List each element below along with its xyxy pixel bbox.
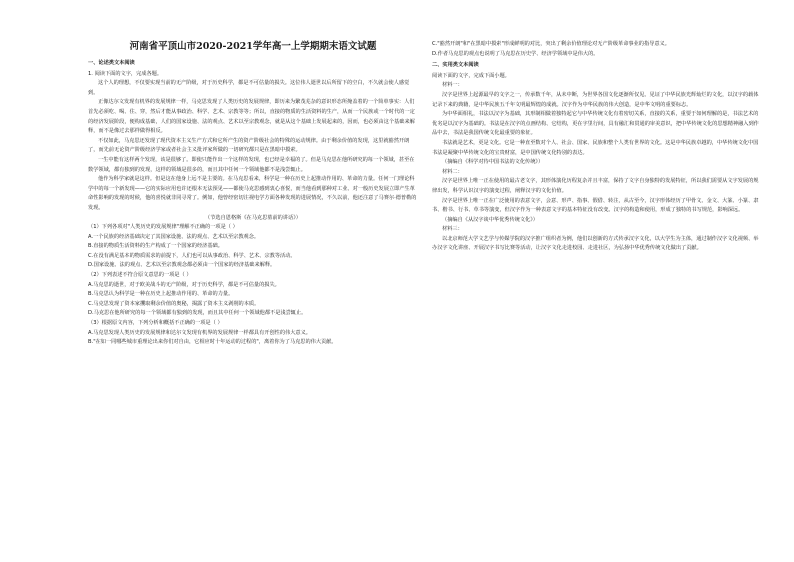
material-label-2: 材料二： <box>442 168 463 175</box>
page-title: 河南省平顶山市2020-2021学年高一上学期期末语文试题 <box>129 41 377 52</box>
question-3-option-b: B."在如一同哪些城市重理论出来你们对自由，它相应时十年运动的过程的"，离着你为了马克思的伟大贡献。 <box>88 339 337 346</box>
passage-paragraph: 一生中能有这样两个发现，该是很够了。即使只能作出一个这样的发现，也已经是幸福的了。但是马克思在他所研究的每一个领域，甚至在数学领域，都有独到的发现，这样的领域是很多的，而且其中任何一个领域他都不是浅尝辄止。 <box>88 156 415 173</box>
material-paragraph: 汉字是世界上起源最早的文字之一，传承数千年，从未中断，为世界各国文化逐渐所仅见。见证了中华民族光辉灿烂的文化，以汉字的载体记录下来的典籍，是中华民族五千年文明最辉煌的成就。汉字作为中华民族的伟大创造，是中华文明的重要标志。 <box>432 91 759 108</box>
question-intro-2: 阅读下面的文字，完成下面小题。 <box>432 72 510 79</box>
section-heading-1: 一、论述类文本阅读 <box>88 60 135 66</box>
right-column <box>432 40 762 254</box>
passage-paragraph: 他作为科学家就是这样。但是这在他身上远不是主要的。在马克思看来，科学是一种在历史上起推动作用的、革命的力量。任何一门理论科学中的每一个新发现——它的实际应用也许还根本无法预见——都使马克思感到衷心喜悦，而当他看到那种对工业、对一般历史发展立即产生革命性影响的发现的时候，他的喜悦就非同寻常了。例如，他曾经密切注视电学方面各种发现的进展情况，不久以前，他还注意了马赛尔·德普勒的发现。 <box>88 176 417 211</box>
question-3: （3）根据原文内容，下列分析和概括不正确的一项是（ ） <box>88 320 223 327</box>
question-1-option-a: A.一个民族的经济基础决定了其国家设施、法的观点、艺术以至宗教观念。 <box>88 233 260 240</box>
question-1-option-c: C.在没有满足基本的物质需求的前提下，人们也可以从事政治、科学、艺术、宗教等活动。 <box>88 252 296 259</box>
passage-paragraph: 正像达尔文发现有机界的发展规律一样，马克思发现了人类历史的发展规律，即历来为繁茂芜杂的意识形态所掩盖着的一个简单事实：人们首先必须吃、喝、住、穿，然后才能从事政治、科学、艺术、宗教等等；所以，直接的物质的生活资料的生产，从而一个民族或一个时代的一定的经济发展阶段，便构成基础，人们的国家设施、法的观点、艺术以至宗教观念，就是从这个基础上发展起来的，因而，也必须由这个基础来解释，而不是像过去那样做得相反。 <box>88 99 415 135</box>
question-3-option-a: A.马克思发现人类历史的发展规律和达尔文发现有机界的发展规律一样都具有开创性的伟大意义。 <box>88 329 311 336</box>
passage-paragraph: 不仅如此，马克思还发现了现代资本主义生产方式和它所产生的资产阶级社会的特殊的运动规律。由于剩余价值的发现，这里就豁然开朗了，而先前无论资产阶级经济学家或者社会主义批评家所做的一切研究都只是在黑暗中摸索。 <box>88 137 410 154</box>
material-paragraph: 汉字是世界上唯一正在广泛使用的表意文字，会意、形声、指事、假借、转注，从古至今，汉字形体经历了甲骨文、金文、大篆、小篆、隶书、楷书、行书、草书等演变，但汉字作为一种表意文字的基本特征没有改变。汉字的构造和使用，形成了独特的书写规范，影响深远。 <box>432 197 759 214</box>
question-intro: 1. 阅读下面的文字，完成各题。 <box>88 70 163 77</box>
left-column <box>88 40 418 348</box>
question-2-option-b: B.马克思认为科学是一种在历史上起推动作用的、革命的力量。 <box>88 291 234 298</box>
material-source-2: （摘编自《从汉字谈中华优秀传统文化》） <box>442 216 538 223</box>
passage-paragraph: 这个人的理想，不仅要实现当前的无产阶级，对于历史科学，都是不可估量的损失。这位伟人逝世以后所留下的空白，不久就会使人感觉到。 <box>88 80 410 96</box>
question-1-option-b: B.直接的物质生活资料的生产构成了一个国家的经济基础。 <box>88 243 223 250</box>
question-1: （1）下列各项对"人类历史的发展规律"理解不正确的一项是（ ） <box>88 224 238 231</box>
material-paragraph: 为中华面相礼，书法以汉字为基础，其形制相做着独特起它与中华传统文化有着密切关系，直接的关系，重要于如何理解的是，书法艺术的优劣是以汉字为基础的。书法是在汉字的点画结构、它结构，更在字里行间，具有融汇和贯通的审美意识，把中华传统文化的思想精神融入到作品中去，书法是我国传统文化最重要的象征。 <box>432 111 759 137</box>
material-label-1: 材料一： <box>442 82 463 89</box>
material-paragraph: 以北京师范大学文艺学与传媒学院的汉字推广组织者为例，他们以创新的方式传承汉字文化，以大学生为主体，通过制作汉字文化视频、举办汉字文化讲座、开展汉字书写比赛等活动，让汉字文化走进校园、走进社区，为弘扬中华优秀传统文化做出了贡献。 <box>432 235 759 252</box>
question-2-option-c: C.马克思发现了资本家攫取剩余价值的奥秘，揭露了资本主义剥削的本质。 <box>88 300 260 307</box>
question-3-option-c: C."豁然开朗"和"在黑暗中摸索"形成鲜明的对比，突出了剩余价值理论对无产阶级革命事业的指导意义。 <box>432 41 670 47</box>
question-1-option-d: D.国家设施、法的观点、艺术以至宗教观念都必须由一个国家的经济基础来解释。 <box>88 262 276 269</box>
material-label-3: 材料三： <box>442 226 463 233</box>
question-3-option-d: D.作者马克思的观点也说明了马克思在历史学、经济学领域中是伟大的。 <box>432 50 599 57</box>
material-source-1: （摘编自《科学对待中国书法的文化传统》） <box>442 159 544 166</box>
material-paragraph: 汉字是世界上唯一正在使用的最古老文字，其形体演化历程复杂并且丰富，保持了文字自身独特的发展特征，所以我们需要从文字发展的规律出发，科学认识汉字的演变过程，阐释汉字的文化价值。 <box>432 178 759 194</box>
section-heading-2: 二、实用类文本阅读 <box>432 62 479 69</box>
question-2: （2）下列表述不符合原文意思的一项是（ ） <box>88 272 192 279</box>
question-2-option-d: D.马克思在他所研究的每一个领域都有独到的发现，而且其中任何一个领域他都不是浅尝辄止。 <box>88 310 307 317</box>
question-2-option-a: A.马克思的逝世，对于欧美战斗的无产阶级，对于历史科学，都是不可估量的损失。 <box>88 281 280 288</box>
material-paragraph: 书法就是艺术，更是文化。它是一种直至数对个人、社会、国家、民族和整个人类有世界的文化。这是中华民族卓越的，中华传统文化中国书法是凝聚中华传统文化的宝贵财富，是中国传统文化特别的表达。 <box>432 139 759 156</box>
passage-source: （节选自恩格斯《在马克思墓前的讲话》） <box>205 214 301 221</box>
